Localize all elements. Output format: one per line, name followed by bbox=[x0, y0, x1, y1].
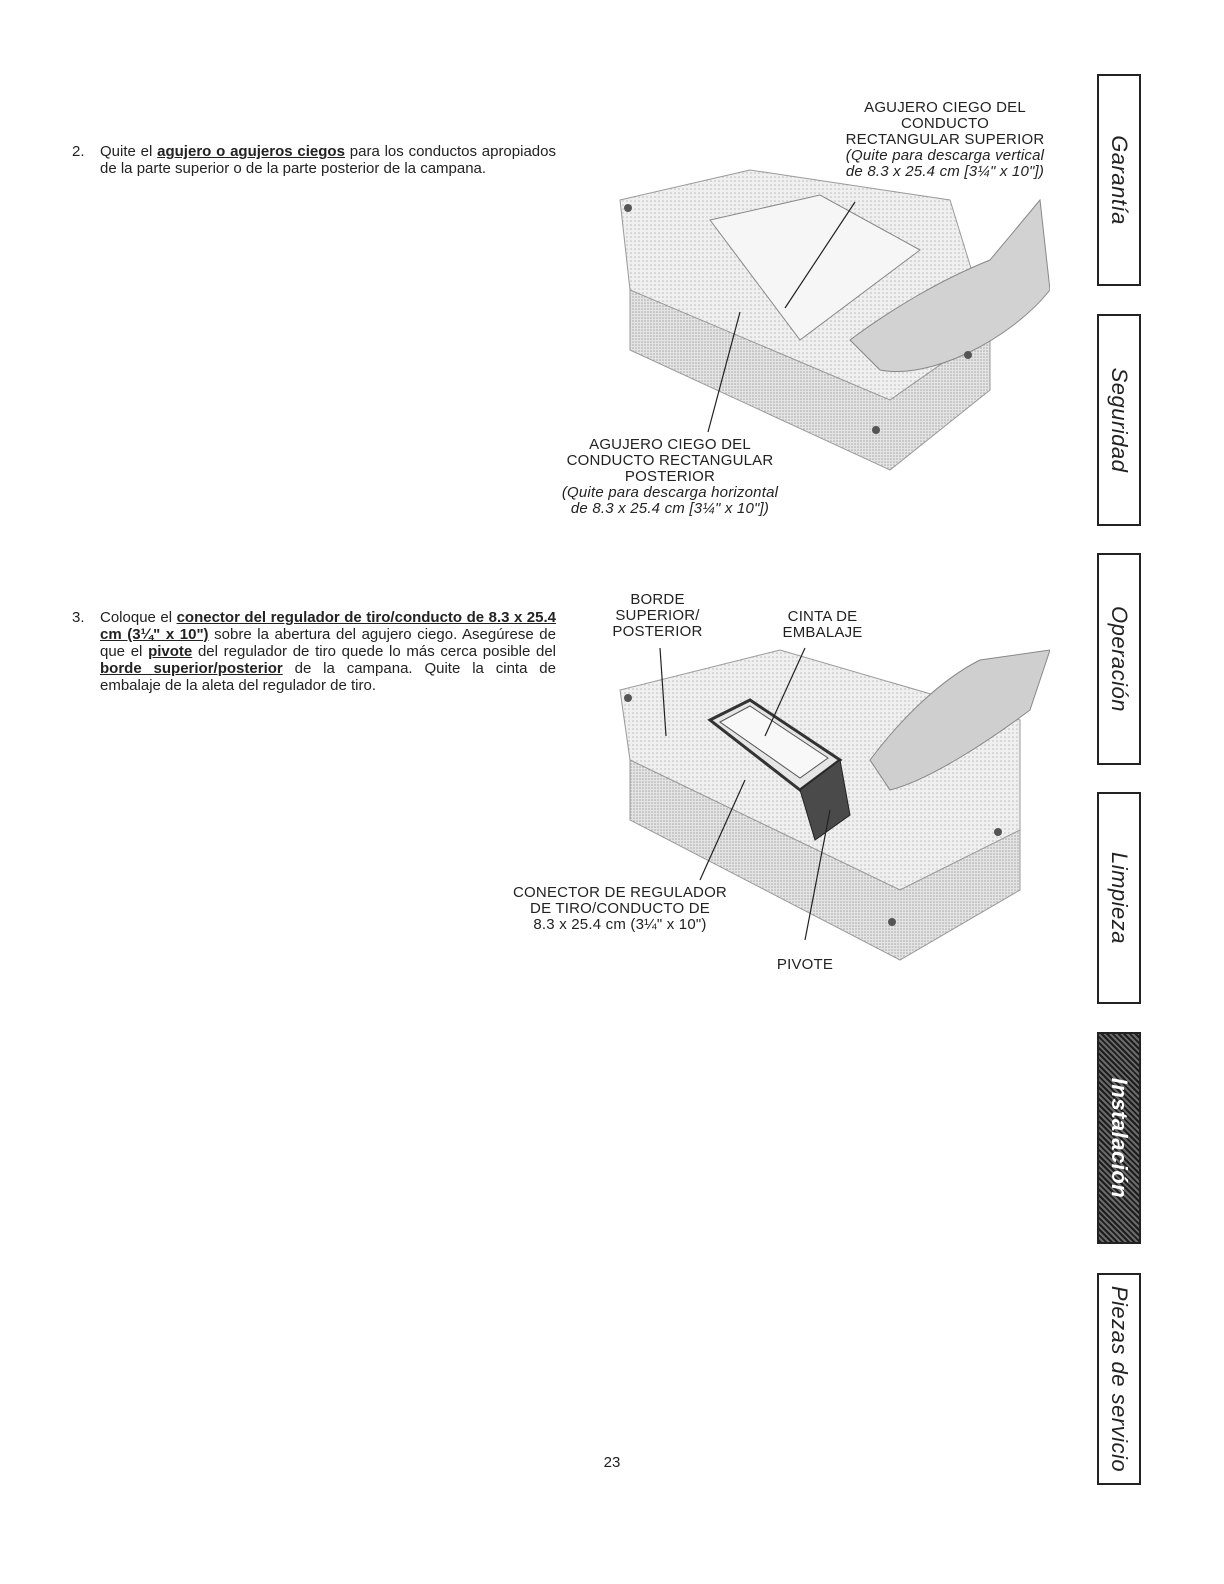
callout-pivot: PIVOTE bbox=[776, 956, 834, 973]
step-number: 2. bbox=[72, 143, 85, 160]
tab-instalacion[interactable] bbox=[1097, 1032, 1141, 1244]
step-text: Coloque el conector del regulador de tiro/conducto de 8.3 x 25.4 cm (3¼" x 10") sobre la abertura del agujero ciego. Asegúrese de que el pivote del regulador de tiro quede lo más cerca posible del borde superior/posterior de la campana. Quite la cinta de embalaje de la aleta del regulador de tiro. bbox=[100, 609, 556, 694]
step-3 bbox=[72, 609, 556, 694]
emphasis: borde superior/posterior bbox=[100, 660, 283, 677]
step-text: Quite el agujero o agujeros ciegos para los conductos apropiados de la parte superior o de la parte posterior de la campana. bbox=[100, 143, 556, 177]
step-number: 3. bbox=[72, 609, 85, 626]
tab-label: Piezas de servicio bbox=[1107, 1285, 1132, 1473]
tab-seguridad[interactable] bbox=[1097, 314, 1141, 526]
tab-label: Limpieza bbox=[1107, 851, 1132, 945]
tab-garantia[interactable] bbox=[1097, 74, 1141, 286]
callout-top-rear-edge: BORDE SUPERIOR/ POSTERIOR bbox=[612, 591, 703, 640]
tab-label: Garantía bbox=[1107, 135, 1132, 225]
emphasis: pivote bbox=[148, 643, 193, 660]
tab-label: Seguridad bbox=[1107, 367, 1132, 473]
callout-damper-connector: CONECTOR DE REGULADOR DE TIRO/CONDUCTO DE 8.3 x 25.4 cm (3¼" x 10") bbox=[513, 884, 727, 933]
tab-label: Operación bbox=[1107, 605, 1132, 713]
callout-packing-tape: CINTA DE EMBALAJE bbox=[782, 608, 863, 641]
tab-operacion[interactable] bbox=[1097, 553, 1141, 765]
callout-rear-knockout: AGUJERO CIEGO DEL CONDUCTO RECTANGULAR POSTERIOR (Quite para descarga horizontal de 8.3 x 25.4 cm [3¼" x 10"]) bbox=[561, 436, 779, 517]
emphasis: agujero o agujeros ciegos bbox=[157, 143, 345, 160]
step-2 bbox=[72, 143, 556, 177]
callout-top-knockout: AGUJERO CIEGO DEL CONDUCTO RECTANGULAR SUPERIOR (Quite para descarga vertical de 8.3 x 25.4 cm [3¼" x 10"]) bbox=[845, 99, 1045, 180]
emphasis: conector del regulador de tiro/conducto de 8.3 x 25.4 cm (3¼" x 10") bbox=[100, 609, 556, 643]
tab-label: Instalación bbox=[1107, 1077, 1132, 1199]
page-number: 23 bbox=[603, 1454, 621, 1471]
tab-limpieza[interactable] bbox=[1097, 792, 1141, 1004]
